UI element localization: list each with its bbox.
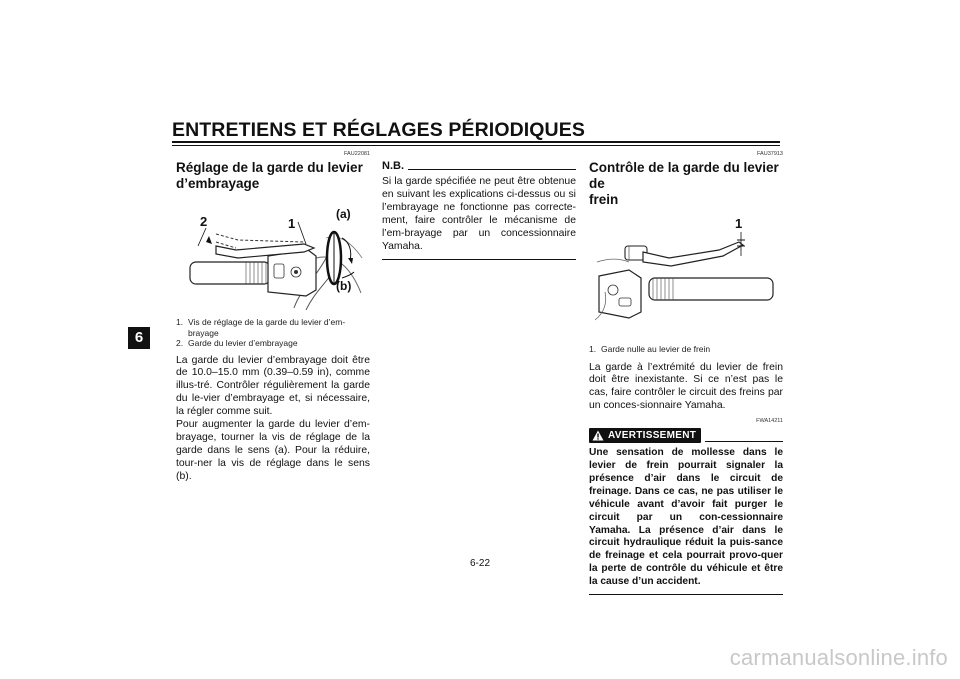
chapter-tab: 6	[128, 327, 150, 349]
clutch-lever-figure	[176, 198, 370, 310]
left-column	[176, 150, 370, 484]
nb-bottom-rule	[382, 259, 576, 260]
nb-text: Si la garde spécifiée ne peut être obtenue en suivant les explications ci-dessus ou si l’embrayage ne fonctionne pas correcte-ment, faire contrôler le mécanisme de l’em-brayage par un concessionnaire Yamaha.	[382, 176, 576, 252]
figure-caption	[176, 317, 370, 349]
caption-item: 1. Garde nulle au levier de frein	[589, 344, 711, 354]
brake-paragraph: La garde à l’extrémité du levier de frein doit être inexistante. Si ce n’est pas le cas, faire contrôler le circuit des freins par un conces-sionnaire Yamaha.	[589, 361, 783, 412]
figure-caption	[589, 344, 783, 355]
warning-text: Une sensation de mollesse dans le levier de frein pourrait signaler la présence d’air dans le circuit de freinage. Dans ce cas, ne pas utiliser le véhicule avant d’avoir fait purger le circuit par un con-cessionnaire Yamaha. La présence d’air dans le circuit hydraulique réduit la puis-sance de freinage et cela pourrait provo-quer la perte de contrôle du véhicule et être la cause d’un accident.	[589, 447, 783, 588]
nb-header	[382, 160, 576, 173]
caption-item: 1. Vis de réglage de la garde du levier d’em- brayage	[176, 317, 346, 338]
header-rule-thin	[172, 145, 780, 146]
figure-label-2: 2	[200, 214, 208, 229]
warning-rule	[705, 441, 783, 442]
page-header	[172, 119, 780, 141]
brake-lever-figure	[589, 212, 783, 332]
watermark: carmanualsonline.info	[729, 645, 948, 670]
warning-badge	[589, 428, 701, 443]
figure-label-a: (a)	[336, 207, 351, 221]
figure-label-b: (b)	[336, 279, 352, 293]
section-code: FAU37913	[757, 151, 783, 157]
header-rule	[172, 141, 780, 143]
page-number: 6-22	[469, 558, 490, 569]
nb-label: N.B.	[382, 160, 404, 172]
right-column	[589, 150, 783, 595]
warning-code: FWA14211	[756, 418, 783, 425]
clutch-paragraph-2: Pour augmenter la garde du levier d’em-brayage, tourner la vis de réglage de la garde dans le sens (a). Pour la réduire, tour-ner la vis de réglage dans le sens (b).	[176, 419, 370, 482]
clutch-paragraph-1: La garde du levier d’embrayage doit être de 10.0–15.0 mm (0.39–0.59 in), comme illus-tré. Contrôler régulièrement la garde du le-vier d’embrayage et, si nécessaire, la régler comme suit.	[176, 354, 370, 418]
warning-bottom-rule	[589, 594, 783, 595]
warning-label: AVERTISSEMENT	[608, 430, 697, 442]
middle-column	[382, 150, 576, 260]
page-title: ENTRETIENS ET RÉGLAGES PÉRIODIQUES	[172, 119, 585, 141]
nb-rule	[408, 169, 576, 170]
caption-item: 2. Garde du levier d’embrayage	[176, 338, 298, 348]
figure-label-1: 1	[288, 216, 296, 231]
warning-triangle-icon	[592, 430, 604, 441]
figure-label-1: 1	[735, 216, 743, 231]
section-title-brake: Contrôle de la garde du levier de frein	[589, 160, 779, 207]
warning-header	[589, 428, 783, 443]
section-title-clutch: Réglage de la garde du levier d’embrayage	[176, 160, 363, 191]
section-code: FAU22081	[344, 151, 370, 157]
